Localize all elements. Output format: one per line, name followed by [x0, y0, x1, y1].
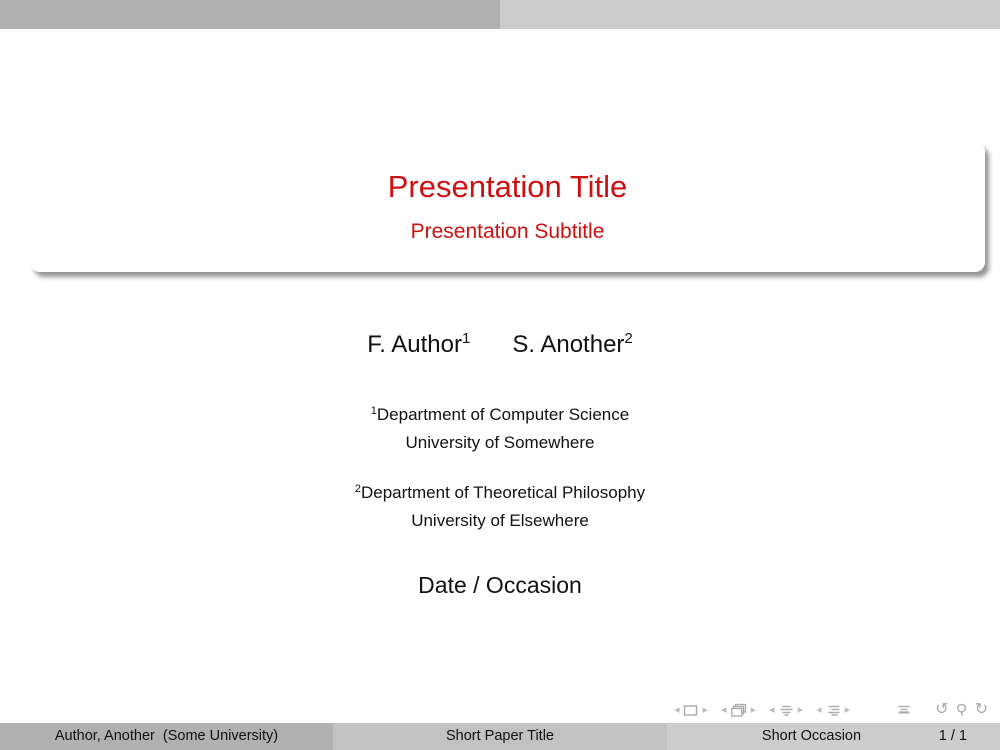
footer-occasion-cell: [667, 723, 1000, 750]
footer-page-number: 1 / 1: [938, 728, 967, 744]
date-occasion: Date / Occasion: [418, 572, 582, 598]
institute-1-line1: [0, 402, 1000, 430]
author-1: [367, 331, 470, 358]
author-line: [0, 331, 1000, 359]
prev-section-arrow-icon[interactable]: ◂: [816, 704, 822, 716]
section-icon[interactable]: [826, 704, 841, 717]
institute-block: [0, 402, 1000, 534]
institute-2-line2: University of Elsewhere: [411, 511, 589, 530]
institute-1-mark: 1: [370, 405, 377, 417]
institute-2-mark: 2: [354, 483, 361, 495]
subsection-icon[interactable]: [779, 704, 794, 717]
title-box: [30, 142, 985, 272]
author-1-name: F. Author: [367, 331, 462, 358]
institute-1: [0, 402, 1000, 456]
forward-icon[interactable]: ↻: [974, 701, 988, 718]
author-2-mark: 2: [624, 330, 633, 347]
institute-2-line1: [0, 480, 1000, 508]
next-section-arrow-icon[interactable]: ▸: [844, 704, 851, 716]
author-2-name: S. Another: [512, 331, 625, 358]
frame-icon[interactable]: [731, 703, 747, 717]
prev-subsection-arrow-icon[interactable]: ◂: [769, 704, 775, 716]
slide-icon[interactable]: [683, 704, 698, 717]
next-frame-arrow-icon[interactable]: ▸: [750, 704, 757, 716]
header-bar-right: [500, 0, 1000, 29]
footer-short-occasion: Short Occasion: [761, 728, 862, 744]
navigation-bar: [674, 700, 990, 720]
author-1-mark: 1: [461, 330, 471, 347]
prev-slide-arrow-icon[interactable]: ◂: [673, 704, 680, 716]
appendix-icon[interactable]: [896, 704, 912, 717]
presentation-title: Presentation Title: [387, 169, 628, 204]
search-icon[interactable]: [955, 703, 969, 717]
presentation-subtitle: Presentation Subtitle: [410, 220, 605, 243]
footer-bar: [0, 723, 1000, 750]
prev-frame-arrow-icon[interactable]: ◂: [721, 704, 727, 716]
author-2: [512, 331, 632, 358]
institute-2: [0, 480, 1000, 534]
footer-author-institute: Author, Another (Some University): [0, 723, 333, 750]
institute-1-line2: University of Somewhere: [405, 433, 595, 452]
institute-2-dept: Department of Theoretical Philosophy: [361, 483, 646, 502]
header-bar-left: [0, 0, 500, 29]
institute-1-dept: Department of Computer Science: [376, 405, 630, 424]
back-icon[interactable]: ↺: [935, 701, 949, 718]
footer-short-title: Short Paper Title: [333, 723, 667, 750]
next-slide-arrow-icon[interactable]: ▸: [702, 704, 708, 716]
next-subsection-arrow-icon[interactable]: ▸: [797, 704, 804, 716]
